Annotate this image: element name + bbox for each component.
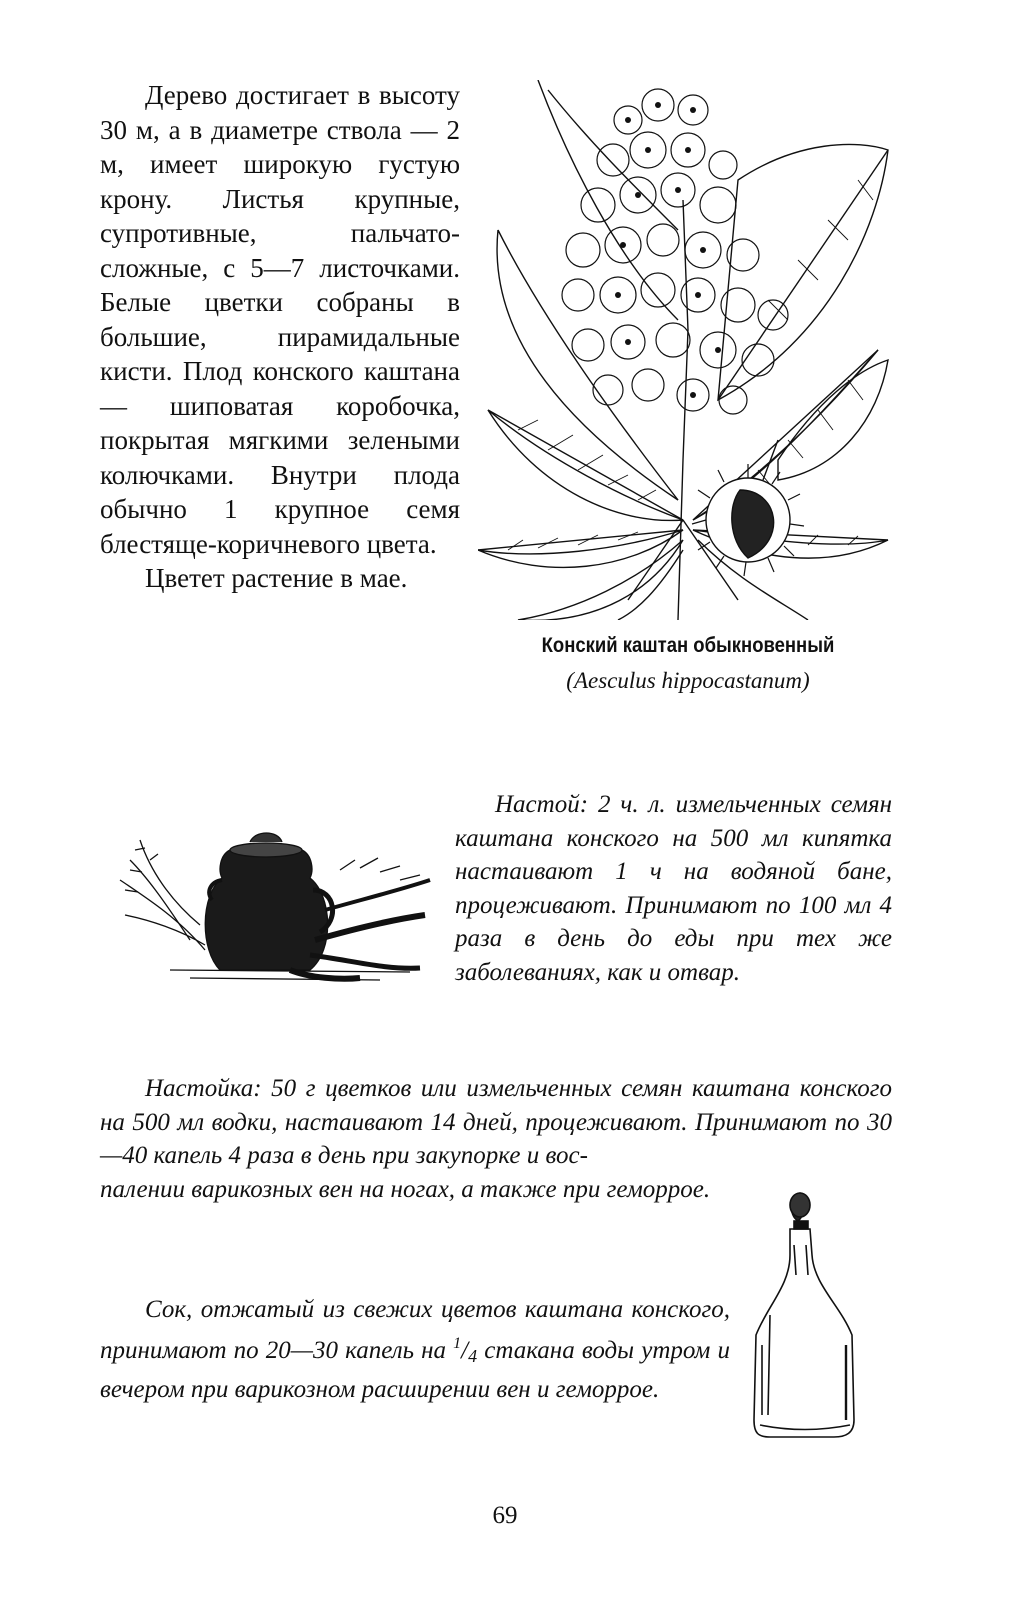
- recipe-juice-tail: стакана воды утром и вечером при варикозном расширении вен и геморрое.: [100, 1336, 731, 1403]
- figure-caption-latin: (Aesculus hippocastanum): [566, 668, 810, 693]
- recipe-juice: Сок, отжатый из свежих цветов каштана конского, принимают по 20—30 капель на $^1$/4 стакана воды утром и вечером при варикозном расширении вен и геморрое.: [100, 1296, 731, 1403]
- recipe-tincture-lead: Настойка: 50 г цветков или измельченных семян каштана конского на 500 мл водки, настаивают 14 дней, процеживают. Принимают по 30—40 капель 4 раза в день при закупорке и вос-: [100, 1075, 892, 1169]
- page-number: 69: [492, 1502, 518, 1529]
- bottle-illustration: [750, 1185, 870, 1445]
- intro-paragraph-flowering: Цветет растение в мае.: [145, 563, 408, 593]
- fraction-denominator: 4: [468, 1345, 478, 1366]
- jug-and-roots-illustration: [110, 820, 435, 985]
- figure-caption-title: Конский каштан обыкновенный: [541, 634, 835, 657]
- recipe-tincture-tail: палении варикозных вен на ногах, а также при геморрое.: [100, 1175, 711, 1203]
- fraction-numerator: 1: [453, 1334, 462, 1352]
- intro-paragraph-description: Дерево достигает в высоту 30 м, а в диаметре ствола — 2 м, имеет широкую густую крону. Листья крупные, супротивные, пальчато-сложные, с 5—7 листочками. Белые цветки собраны в большие, пирамидальные кисти. Плод конского каштана — шиповатая коробочка, покрытая мягкими зелеными колючками. Внутри плода обычно 1 крупное семя блестяще-коричневого цвета.: [100, 80, 460, 559]
- horse-chestnut-illustration: [478, 80, 898, 620]
- recipe-infusion: Настой: 2 ч. л. измельченных семян каштана конского на 500 мл кипятка настаивают 1 ч на водяной бане, процеживают. Принимают по 100 мл 4 раза в день до еды при тех же заболеваниях, как и отвар.: [455, 791, 892, 986]
- recipe-juice-lead: Сок, отжатый из свежих цветов каштана конского, принимают по 20—30 капель на: [100, 1296, 730, 1364]
- intro-text: [100, 78, 460, 596]
